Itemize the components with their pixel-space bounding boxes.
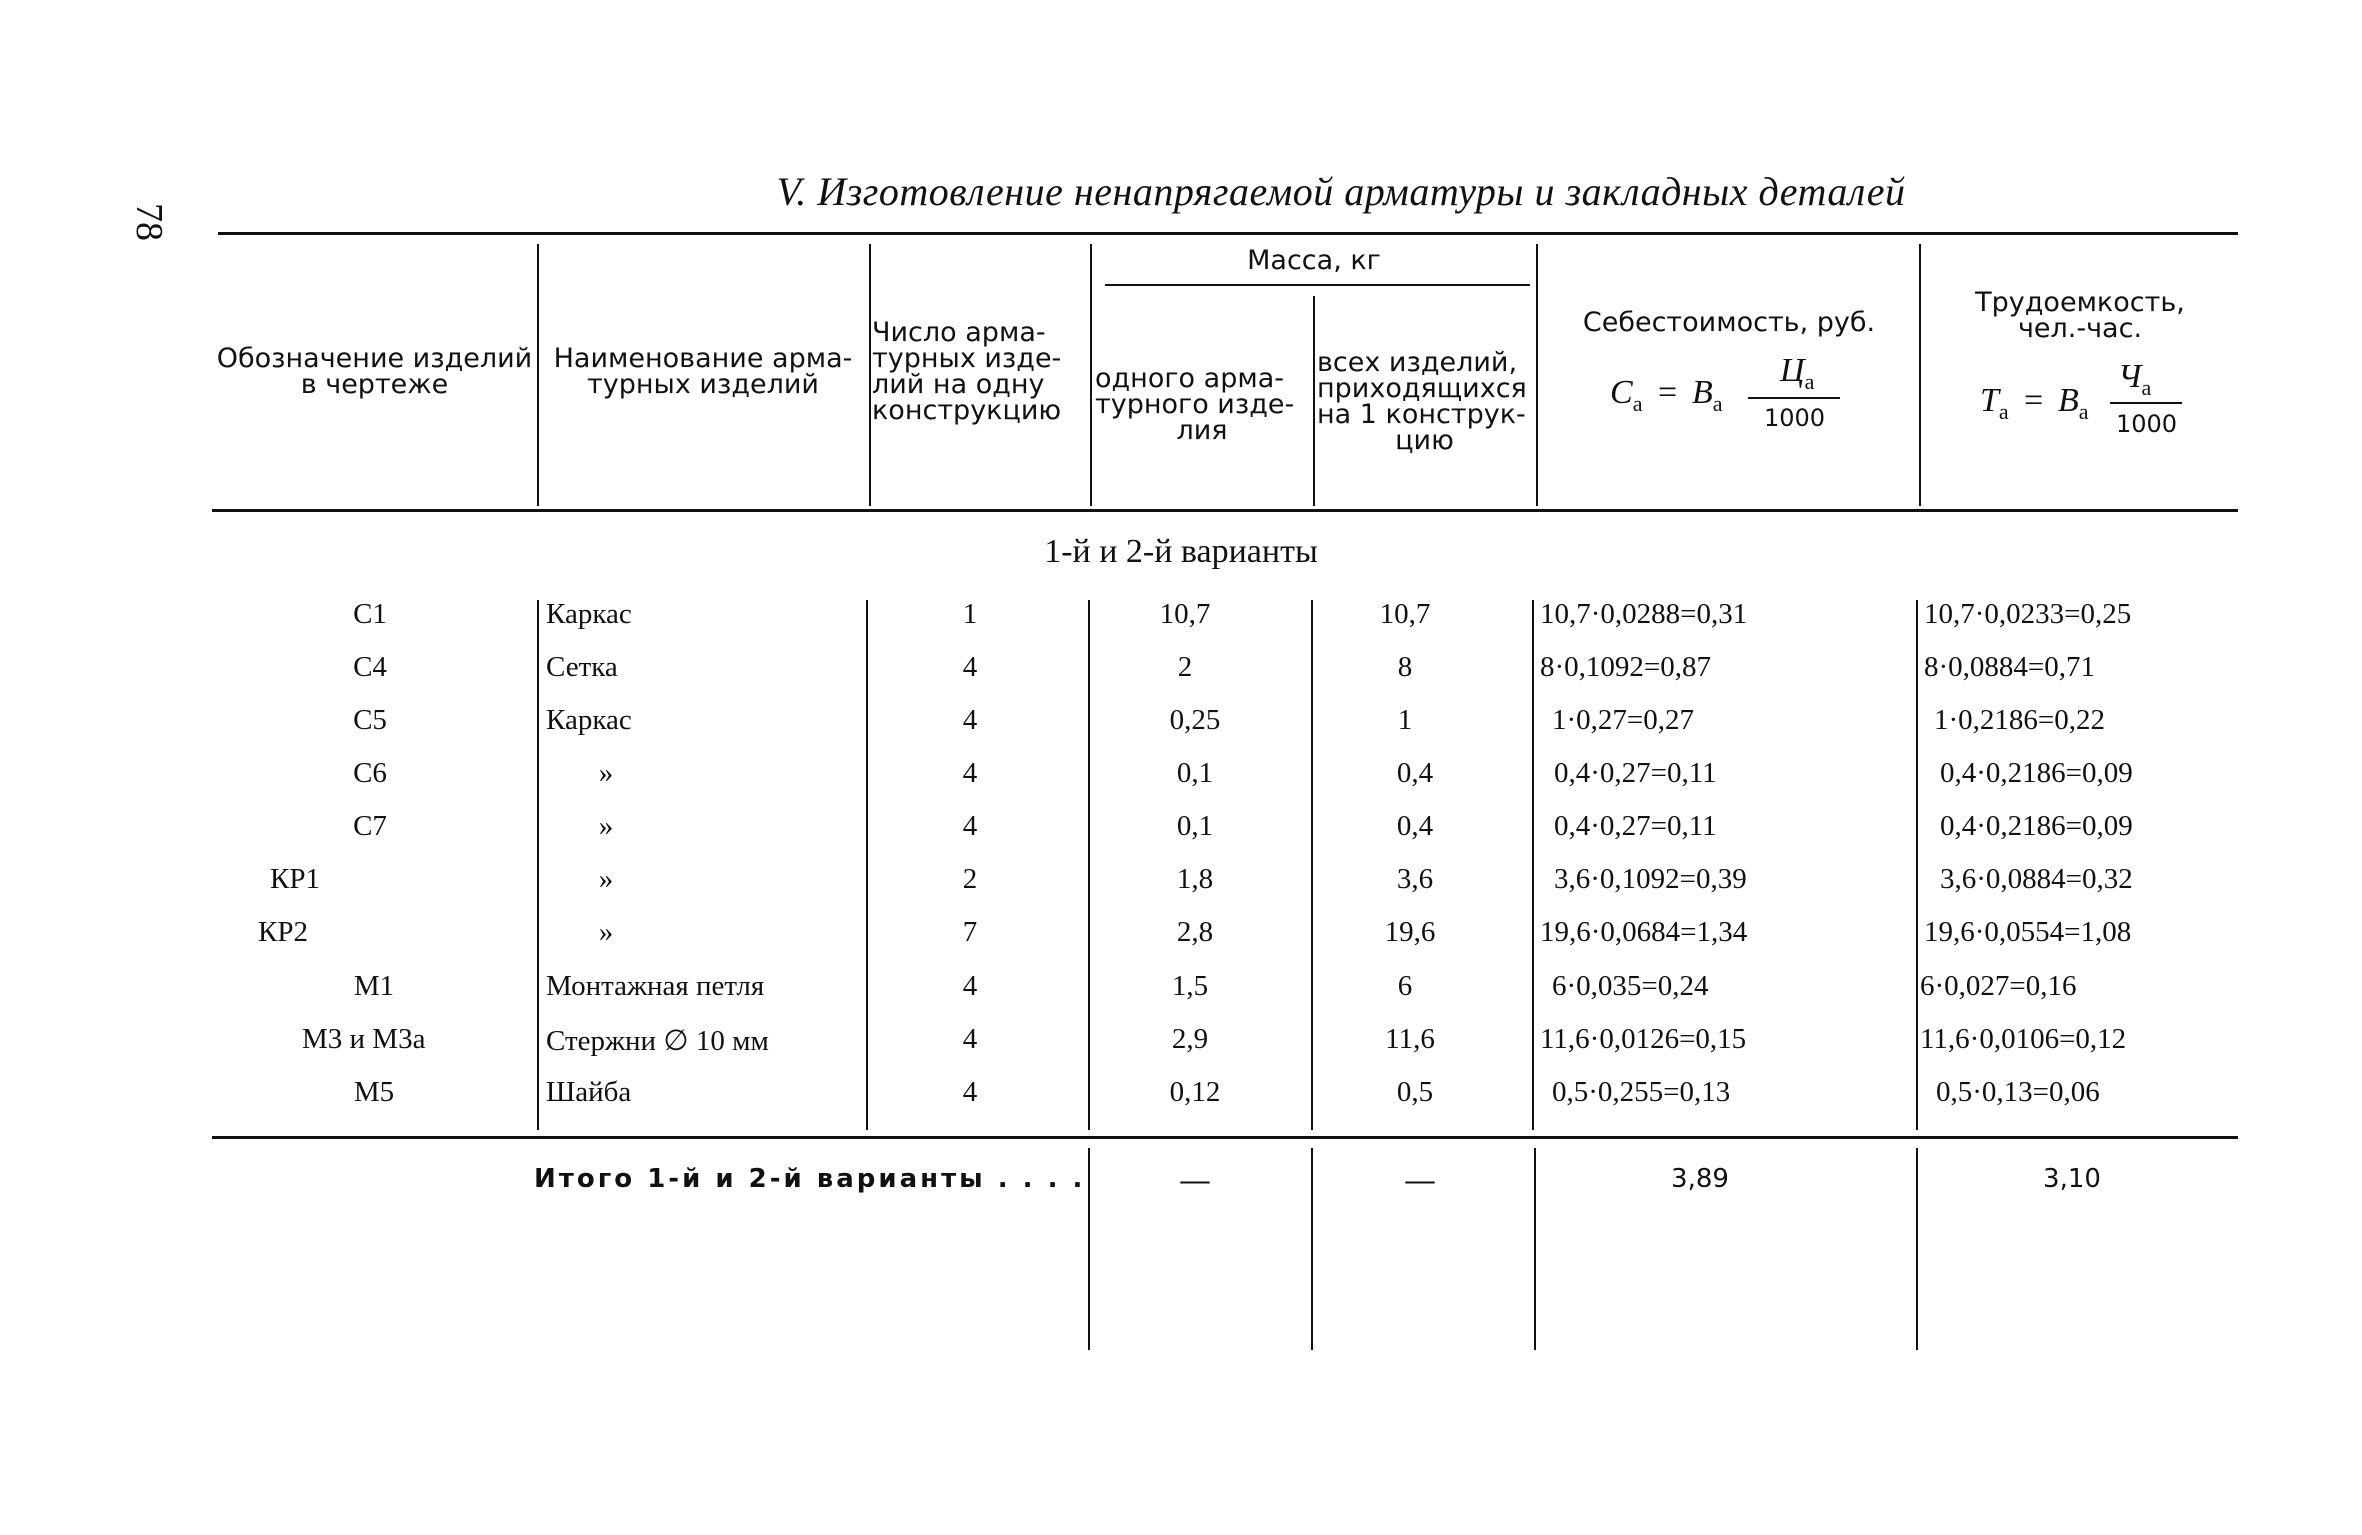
- cell-mass-all: 6: [1397, 970, 1413, 1002]
- cell-count: 4: [962, 704, 978, 736]
- cell-count: 1: [962, 598, 978, 630]
- cell-cost: 6·0,035=0,24: [1552, 970, 1709, 1002]
- table-top-rule: [218, 232, 2238, 235]
- table-row: [0, 757, 2362, 797]
- cell-mark: С5: [353, 704, 387, 736]
- table-row: [0, 810, 2362, 850]
- page-number: 78: [128, 203, 170, 241]
- cell-cost: 8·0,1092=0,87: [1540, 651, 1712, 683]
- cell-mass-all: 0,5: [1396, 1076, 1434, 1108]
- cell-cost: 10,7·0,0288=0,31: [1540, 598, 1748, 630]
- cell-labor: 1·0,2186=0,22: [1934, 704, 2106, 736]
- cell-mark: М3 и М3а: [302, 1023, 426, 1055]
- header-mass-group: Масса, кг: [1247, 245, 1381, 276]
- cell-name: »: [598, 863, 614, 895]
- cell-mass-all: 10,7: [1379, 598, 1431, 630]
- cell-mass-all: 0,4: [1396, 810, 1434, 842]
- cell-mass-all: 1: [1397, 704, 1413, 736]
- cell-labor: 0,4·0,2186=0,09: [1940, 810, 2133, 842]
- cell-labor: 8·0,0884=0,71: [1924, 651, 2096, 683]
- cell-mass-one: 0,12: [1169, 1076, 1221, 1108]
- header-cost: Себестоимость, руб.: [1582, 307, 1876, 338]
- header-mass-one: одного арма- турного изде- лия: [1095, 363, 1295, 446]
- header-mass-all: всех изделий, приходящихся на 1 конструк- цию: [1317, 347, 1527, 456]
- cell-name: Монтажная петля: [546, 970, 765, 1002]
- table-row: [0, 651, 2362, 691]
- cell-count: 4: [962, 1076, 978, 1108]
- cell-mass-one: 2: [1177, 651, 1193, 683]
- cell-labor: 19,6·0,0554=1,08: [1924, 916, 2132, 948]
- cell-cost: 0,4·0,27=0,11: [1554, 810, 1717, 842]
- cell-count: 4: [962, 1023, 978, 1055]
- table-row: [0, 598, 2362, 638]
- cell-cost: 1·0,27=0,27: [1552, 704, 1695, 736]
- cell-name: Каркас: [546, 704, 632, 736]
- cell-count: 7: [962, 916, 978, 948]
- cell-mass-one: 1,5: [1171, 970, 1209, 1002]
- cell-cost: 11,6·0,0126=0,15: [1540, 1023, 1747, 1055]
- cell-name: Шайба: [546, 1076, 632, 1108]
- table-row: [0, 916, 2362, 956]
- cell-cost: 3,6·0,1092=0,39: [1554, 863, 1747, 895]
- variant-label: 1-й и 2-й варианты: [1044, 533, 1318, 570]
- body-bottom-rule: [212, 1136, 2238, 1139]
- cell-count: 4: [962, 757, 978, 789]
- cell-labor: 10,7·0,0233=0,25: [1924, 598, 2132, 630]
- cell-count: 4: [962, 651, 978, 683]
- cell-labor: 3,6·0,0884=0,32: [1940, 863, 2133, 895]
- cell-mass-all: 8: [1397, 651, 1413, 683]
- cell-labor: 0,4·0,2186=0,09: [1940, 757, 2133, 789]
- total-cost: 3,89: [1671, 1164, 1729, 1194]
- table-row: [0, 704, 2362, 744]
- header-divider: [1536, 244, 1538, 506]
- cell-name: »: [598, 757, 614, 789]
- cell-mark: КР2: [258, 916, 308, 948]
- cell-count: 4: [962, 970, 978, 1002]
- cell-mass-one: 2,8: [1176, 916, 1214, 948]
- cell-mass-all: 19,6: [1384, 916, 1436, 948]
- cell-mass-one: 1,8: [1176, 863, 1214, 895]
- cell-mark: С7: [353, 810, 387, 842]
- total-mass-all: —: [1405, 1164, 1435, 1196]
- cell-mark: М1: [353, 970, 395, 1002]
- header-divider: [1090, 244, 1092, 506]
- header-labor: Трудоемкость, чел.-час.: [1975, 287, 2185, 344]
- cell-mark: С6: [353, 757, 387, 789]
- cell-name: Сетка: [546, 651, 618, 683]
- cost-formula: $С_а$ = $В_а$ $Ц_а$ 1000: [1610, 352, 1910, 442]
- cell-mark: М5: [353, 1076, 395, 1108]
- cell-cost: 19,6·0,0684=1,34: [1540, 916, 1748, 948]
- header-divider: [537, 244, 539, 506]
- cell-mass-all: 3,6: [1396, 863, 1434, 895]
- header-divider: [1313, 296, 1315, 506]
- table-row: [0, 863, 2362, 903]
- cell-cost: 0,5·0,255=0,13: [1552, 1076, 1731, 1108]
- total-labor: 3,10: [2043, 1164, 2101, 1194]
- total-mass-one: —: [1180, 1164, 1210, 1196]
- cell-mass-one: 10,7: [1159, 598, 1211, 630]
- cell-count: 2: [962, 863, 978, 895]
- header-mark: Обозначение изделий в чертеже: [216, 343, 533, 400]
- cell-mark: С1: [353, 598, 387, 630]
- cell-name: »: [598, 810, 614, 842]
- table-row: [0, 1023, 2362, 1063]
- labor-formula: $Т_а$ = $В_а$ $Ч_а$ 1000: [1980, 352, 2220, 447]
- header-bottom-rule: [212, 509, 2238, 512]
- mass-group-rule: [1105, 284, 1530, 286]
- cell-mark: С4: [353, 651, 387, 683]
- cell-cost: 0,4·0,27=0,11: [1554, 757, 1717, 789]
- total-values: [0, 1164, 2362, 1208]
- cell-mass-all: 0,4: [1396, 757, 1434, 789]
- table-row: [0, 970, 2362, 1010]
- cell-mass-one: 2,9: [1171, 1023, 1209, 1055]
- total-label: Итого 1-й и 2-й варианты . . . .: [534, 1164, 1086, 1194]
- cell-labor: 11,6·0,0106=0,12: [1920, 1023, 2127, 1055]
- header-name: Наименование арма- турных изделий: [553, 343, 853, 400]
- cell-count: 4: [962, 810, 978, 842]
- cell-labor: 0,5·0,13=0,06: [1936, 1076, 2100, 1108]
- header-divider: [869, 244, 871, 506]
- cell-mass-one: 0,1: [1176, 757, 1214, 789]
- cell-labor: 6·0,027=0,16: [1920, 970, 2077, 1002]
- table-row: [0, 1076, 2362, 1116]
- cell-name: »: [598, 916, 614, 948]
- cell-mass-all: 11,6: [1385, 1023, 1435, 1055]
- section-title: V. Изготовление ненапрягаемой арматуры и закладных деталей: [776, 169, 1906, 214]
- cell-mark: КР1: [270, 863, 320, 895]
- cell-name: Каркас: [546, 598, 632, 630]
- header-divider: [1919, 244, 1921, 506]
- cell-mass-one: 0,25: [1169, 704, 1221, 736]
- cell-mass-one: 0,1: [1176, 810, 1214, 842]
- cell-name: Стержни ∅ 10 мм: [546, 1025, 769, 1057]
- header-count: Число арма- турных изде- лий на одну конструкцию: [872, 317, 1062, 426]
